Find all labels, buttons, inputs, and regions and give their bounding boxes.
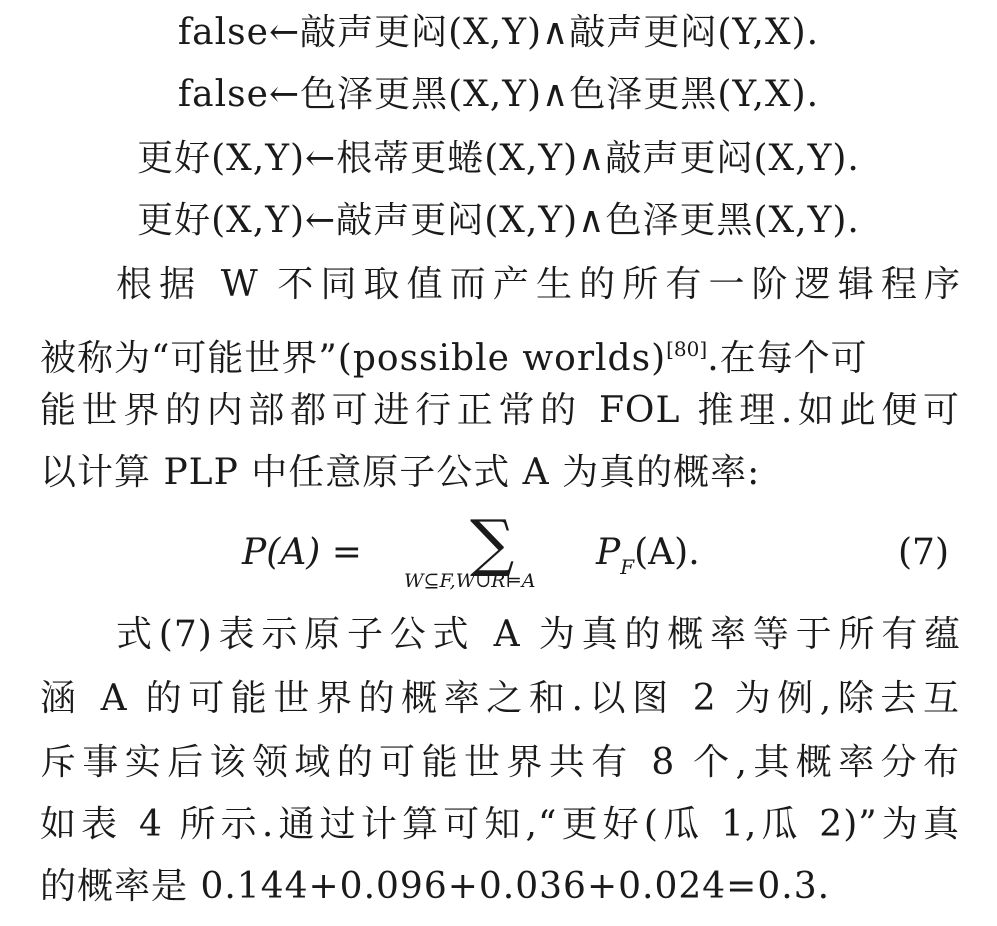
- paragraph2-line3: 斥事实后该领域的可能世界共有 8 个,其概率分布: [40, 742, 960, 783]
- paragraph1-line2-tail: .在每个可: [707, 338, 868, 379]
- equation-rhs-symbol: P: [596, 532, 621, 573]
- citation: [80]: [666, 337, 708, 361]
- equation-number: (7): [898, 532, 949, 573]
- paragraph1-line4: 以计算 PLP 中任意原子公式 A 为真的概率:: [40, 452, 761, 493]
- rule-4: 更好(X,Y)←敲声更闷(X,Y)∧色泽更黑(X,Y).: [137, 200, 860, 241]
- rule-1: false←敲声更闷(X,Y)∧敲声更闷(Y,X).: [177, 12, 820, 53]
- paragraph1-line3: 能世界的内部都可进行正常的 FOL 推理.如此便可: [40, 390, 960, 431]
- summation-subscript: W⊆F,W∪R⊨A: [404, 570, 536, 592]
- rule-3: 更好(X,Y)←根蒂更蜷(X,Y)∧敲声更闷(X,Y).: [137, 138, 860, 179]
- equation-7: [0, 506, 997, 602]
- summation-symbol: ∑: [470, 506, 515, 579]
- equation-lhs: P(A) =: [242, 532, 362, 573]
- rule-2: false←色泽更黑(X,Y)∧色泽更黑(Y,X).: [177, 74, 820, 115]
- paragraph2-line5: 的概率是 0.144+0.096+0.036+0.024=0.3.: [40, 866, 831, 907]
- equation-rhs: [596, 522, 700, 598]
- paragraph1-line2-text: 被称为“可能世界”(possible worlds): [40, 338, 667, 379]
- equation-rhs-subscript: F: [620, 555, 635, 579]
- paragraph2-line1: 式(7)表示原子公式 A 为真的概率等于所有蕴: [116, 614, 961, 655]
- paragraph2-line2: 涵 A 的可能世界的概率之和.以图 2 为例,除去互: [40, 678, 960, 719]
- paragraph1-line2: [40, 318, 960, 380]
- paragraph2-line4: 如表 4 所示.通过计算可知,“更好(瓜 1,瓜 2)”为真: [40, 804, 960, 845]
- equation-rhs-tail: (A).: [634, 532, 700, 573]
- paragraph1-line1: 根据 W 不同取值而产生的所有一阶逻辑程序: [116, 264, 961, 305]
